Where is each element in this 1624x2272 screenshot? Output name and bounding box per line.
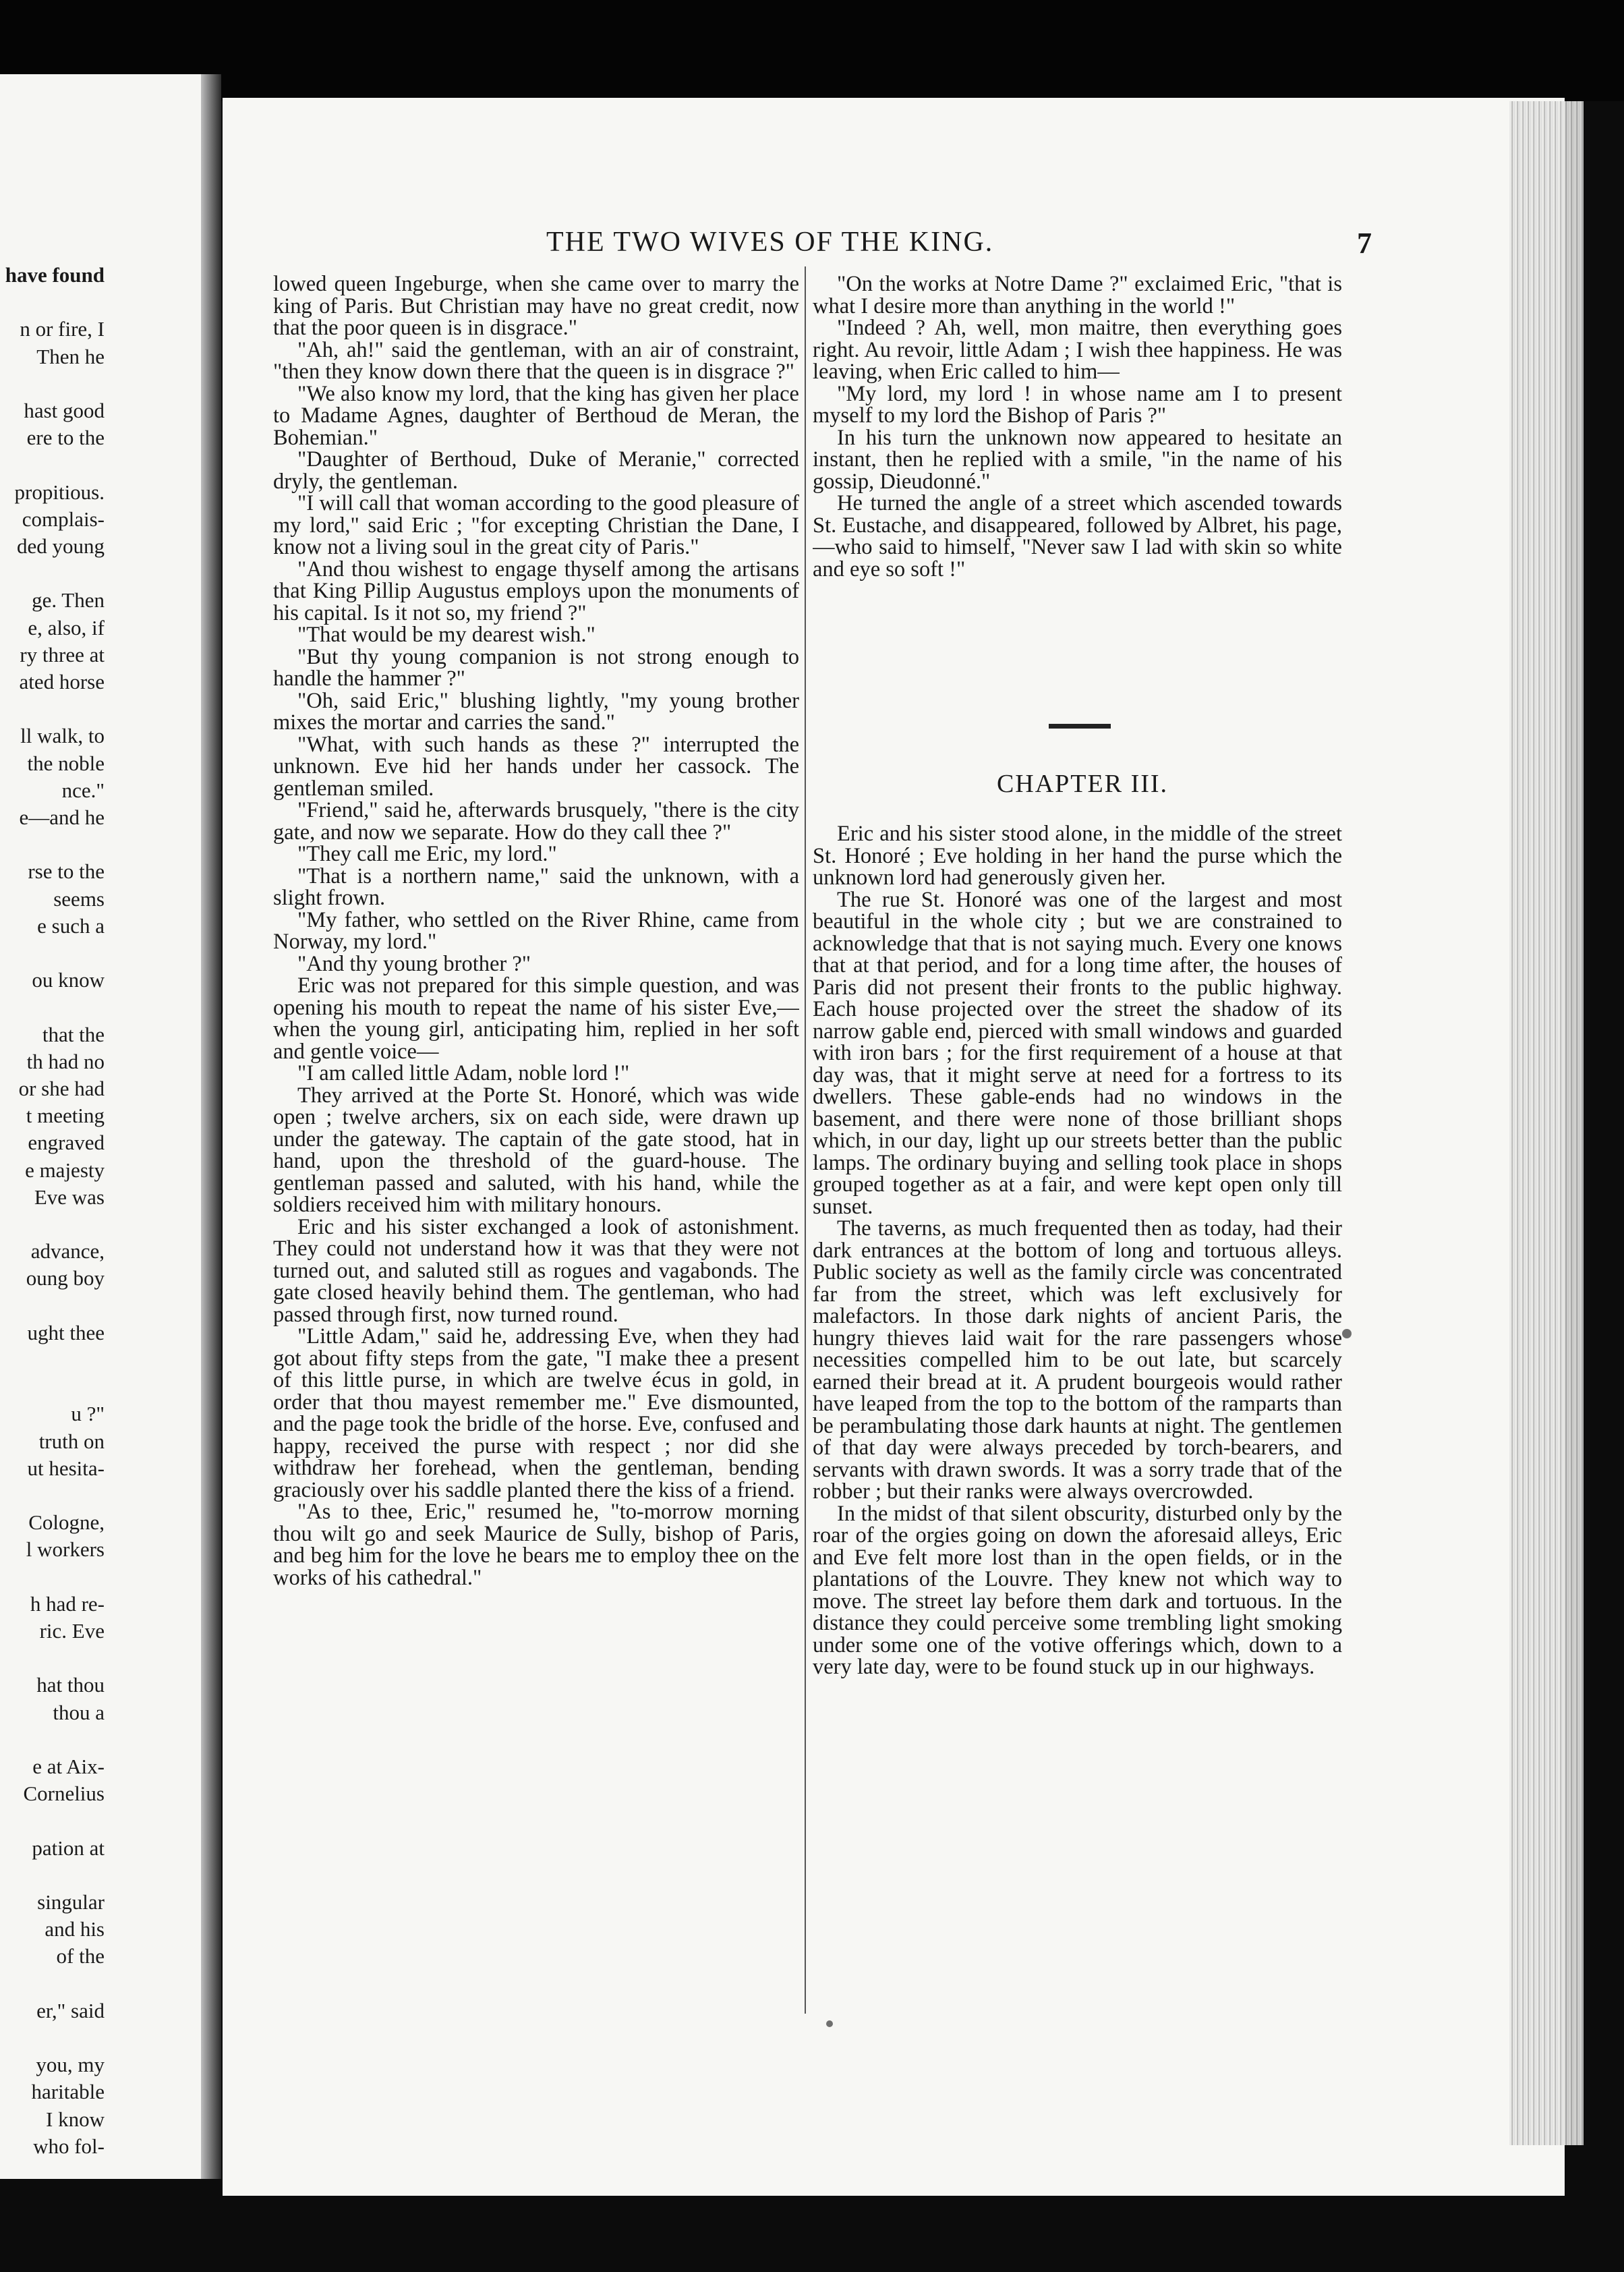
- ink-blot: [826, 2020, 833, 2027]
- paragraph: "Indeed ? Ah, well, mon maitre, then everything goes right. Au revoir, little Adam ; I wish thee happiness. He was leaving, when Eric called to him—: [813, 316, 1342, 384]
- page-number: 7: [1357, 227, 1372, 260]
- paragraph: "What, with such hands as these ?" interrupted the unknown. Eve hid her hands under her cassock. The gentleman smiled.: [273, 732, 799, 801]
- facing-page-line: you, my: [36, 2053, 105, 2077]
- paragraph: The rue St. Honoré was one of the largest and most beautiful in the whole city ; but we are constrained to acknowledge that that is not saying much. Every one knows that at that period, and for a long time after, the houses of Paris did not present their fronts to the public highway. Each house projected over the street the shadow of its narrow gable end, pierced with small windows and guarded with iron bars ; for the first requirement of a house at that day was, that it might serve at need for a fortress to its dwellers. These gable-ends had no windows in the basement, and there were none of those brilliant shops which, in our day, light up our streets better than the public lamps. The ordinary buying and selling took place in shops grouped together as at a fair, and were kept open only till sunset.: [813, 887, 1342, 1219]
- facing-page-line: e at Aix-: [32, 1755, 105, 1778]
- facing-page-line: er," said: [36, 1998, 105, 2022]
- facing-page-line: singular: [37, 1890, 105, 1914]
- facing-page-line: e majesty: [25, 1158, 105, 1182]
- paragraph: Eric and his sister stood alone, in the middle of the street St. Honoré ; Eve holding in her hand the purse which the unknown lord had generously given her.: [813, 823, 1342, 890]
- facing-page-line: seems: [53, 886, 105, 911]
- right-text-column-bottom: [813, 823, 1342, 2010]
- facing-page-line: t meeting: [26, 1104, 105, 1128]
- facing-page-line: Then he: [36, 344, 105, 368]
- facing-page-line: pation at: [32, 1836, 105, 1860]
- paragraph: "Friend," said he, afterwards brusquely, "there is the city gate, and now we separate. How do they call thee ?": [273, 798, 799, 845]
- paragraph: "Ah, ah!" said the gentleman, with an air of constraint, "then they know down there that the queen is in disgrace ?": [273, 337, 799, 384]
- facing-page-line: propitious.: [14, 480, 105, 504]
- paragraph: Eric was not prepared for this simple question, and was opening his mouth to repeat the name of his sister Eve,—when the young girl, anticipating him, replied in her soft and gentle voice—: [273, 973, 799, 1064]
- paragraph: "That is a northern name," said the unknown, with a slight frown.: [273, 863, 799, 910]
- book-gutter-shadow: [201, 74, 221, 2179]
- paragraph: The taverns, as much frequented then as today, had their dark entrances at the bottom of long and tortuous alleys. Public society as well as the family circle was concentrated far from the street, which was left exclusively for malefactors. In those dark nights of ancient Paris, the hungry thieves laid wait for the rare passengers whose necessities compelled him to be out late, but scarcely earned their bread at it. A prudent bourgeois would rather have leaped from the top to the bottom of the ramparts than be perambulating those dark haunts at night. The gentlemen of that day were always preceded by torch-bearers, and servants with drawn swords. It was a sorry trade that of the robber ; but their ranks were always overcrowded.: [813, 1216, 1342, 1504]
- facing-page-line: th had no: [26, 1049, 105, 1073]
- paragraph: "On the works at Notre Dame ?" exclaimed Eric, "that is what I desire more than anything in the world !": [813, 273, 1342, 318]
- facing-page-line: ded young: [16, 534, 105, 558]
- paragraph: "But thy young companion is not strong enough to handle the hammer ?": [273, 644, 799, 691]
- facing-page-line: Cornelius: [23, 1782, 105, 1806]
- paragraph: "Oh, said Eric," blushing lightly, "my young brother mixes the mortar and carries the sand.": [273, 688, 799, 735]
- facing-page-line: ere to the: [26, 426, 105, 450]
- paragraph: "And thou wishest to engage thyself among the artisans that King Pillip Augustus employs upon the monuments of his capital. Is it not so, my friend ?": [273, 557, 799, 625]
- page-edge-stack: [1509, 101, 1584, 2145]
- facing-page-line: e, also, if: [28, 615, 105, 640]
- facing-page-line: Cologne,: [28, 1510, 105, 1535]
- paragraph: Eric and his sister exchanged a look of astonishment. They could not understand how it was that they were not turned out, and saluted still as rogues and vagabonds. The gate closed heavily behind them. The gentleman, who had passed through first, now turned round.: [273, 1214, 799, 1327]
- facing-page-line: who fol-: [33, 2134, 105, 2158]
- facing-page-line: ou know: [32, 968, 105, 992]
- facing-page-line: engraved: [28, 1131, 105, 1155]
- chapter-heading: CHAPTER III.: [996, 770, 1169, 798]
- facing-page-line: ric. Eve: [39, 1619, 105, 1643]
- paragraph: "My father, who settled on the River Rhine, came from Norway, my lord.": [273, 907, 799, 954]
- facing-page-line: hast good: [24, 399, 105, 422]
- facing-page-line: rse to the: [28, 859, 105, 884]
- paragraph: "They call me Eric, my lord.": [297, 842, 557, 866]
- paragraph: "As to thee, Eric," resumed he, "to-morrow morning thou wilt go and seek Maurice de Sully, bishop of Paris, and beg him for the love he bears me to employ thee on the works of his cathedral.": [273, 1500, 799, 1590]
- facing-page-line: hat thou: [36, 1673, 105, 1697]
- facing-page-line: nce.": [61, 778, 105, 802]
- paragraph: They arrived at the Porte St. Honoré, which was wide open ; twelve archers, six on each side, were drawn up under the gateway. The captain of the gate stood, hat in hand, upon the threshold of the guard-house. The gentleman passed and saluted, with his hand, while the soldiers received him with military honours.: [273, 1083, 799, 1217]
- facing-page-line: u ?": [71, 1402, 105, 1426]
- paragraph: "Daughter of Berthoud, Duke of Meranie," corrected dryly, the gentleman.: [273, 447, 799, 494]
- facing-page-line: truth on: [38, 1429, 105, 1453]
- facing-page-line: have found: [5, 263, 105, 287]
- scan-background-top: [0, 0, 1624, 101]
- paragraph: In his turn the unknown now appeared to hesitate an instant, then he replied with a smile, "in the name of his gossip, Dieudonné.": [813, 425, 1342, 494]
- right-text-column-top: [813, 273, 1342, 705]
- facing-page-line: that the: [42, 1022, 105, 1046]
- column-rule: [805, 266, 806, 2014]
- paragraph: In the midst of that silent obscurity, disturbed only by the roar of the orgies going on down the aforesaid alleys, Eric and Eve felt more lost than in the open fields, or in the plantations of the Louvre. They knew not which way to move. The street lay before them dark and tortuous. In the distance they could perceive some trembling light smoking under some one of the votive offerings which, down to a very late day, were to be found stuck up in our highways.: [813, 1501, 1342, 1679]
- paragraph: "Little Adam," said he, addressing Eve, when they had got about fifty steps from the gate, "I make thee a present of this little purse, in which are twelve écus in gold, in order that thou mayest remember me." Eve dismounted, and the page took the bridle of the horse. Eve, confused and happy, received the purse with respect ; nor did she withdraw her forehead, when the gentleman, bending graciously over his saddle planted there the kiss of a friend.: [273, 1324, 799, 1502]
- ink-blot: [1342, 1329, 1352, 1338]
- left-text-column: [273, 273, 799, 2014]
- facing-page-line: h had re-: [30, 1591, 105, 1616]
- facing-page-line: ut hesita-: [27, 1456, 105, 1480]
- facing-page-line: the noble: [27, 751, 105, 775]
- facing-page-line: ll walk, to: [20, 724, 105, 748]
- facing-page-line: haritable: [31, 2080, 105, 2104]
- facing-page-line: ge. Then: [32, 588, 105, 613]
- paragraph: lowed queen Ingeburge, when she came over to marry the king of Paris. But Christian may have no great credit, now that the poor queen is in disgrace.": [273, 273, 799, 340]
- facing-page-line: ry three at: [20, 642, 105, 666]
- paragraph: "That would be my dearest wish.": [297, 623, 596, 647]
- facing-page-fragment: [0, 74, 206, 2179]
- facing-page-line: l workers: [26, 1537, 105, 1562]
- paragraph: "And thy young brother ?": [297, 951, 531, 976]
- facing-page-line: advance,: [30, 1239, 105, 1263]
- facing-page-line: thou a: [53, 1700, 105, 1724]
- facing-page-line: e—and he: [19, 805, 105, 829]
- facing-page-line: e such a: [37, 913, 105, 938]
- facing-page-line: and his: [45, 1917, 105, 1941]
- facing-page-line: I know: [46, 2107, 105, 2131]
- paragraph: "I am called little Adam, noble lord !": [297, 1061, 630, 1085]
- paragraph: "We also know my lord, that the king has given her place to Madame Agnes, daughter of Berthoud de Meran, the Bohemian.": [273, 381, 799, 450]
- facing-page-line: ated horse: [19, 670, 105, 693]
- section-divider-rule: [1049, 724, 1111, 729]
- facing-page-line: of the: [56, 1944, 105, 1968]
- facing-page-line: complais-: [22, 507, 105, 531]
- running-head: THE TWO WIVES OF THE KING.: [546, 227, 994, 258]
- facing-page-line: n or fire, I: [20, 317, 105, 341]
- paragraph: "My lord, my lord ! in whose name am I to present myself to my lord the Bishop of Paris ?": [813, 381, 1342, 428]
- paragraph: "I will call that woman according to the good pleasure of my lord," said Eric ; "for excepting Christian the Dane, I know not a living soul in the great city of Paris.": [273, 491, 799, 559]
- facing-page-line: oung boy: [26, 1266, 105, 1290]
- facing-page-line: Eve was: [34, 1185, 105, 1209]
- facing-page-line: ught thee: [27, 1320, 105, 1344]
- facing-page-line: or she had: [18, 1077, 105, 1100]
- paragraph: He turned the angle of a street which ascended towards St. Eustache, and disappeared, followed by Albret, his page,—who said to himself, "Never saw I lad with skin so white and eye so soft !": [813, 491, 1342, 581]
